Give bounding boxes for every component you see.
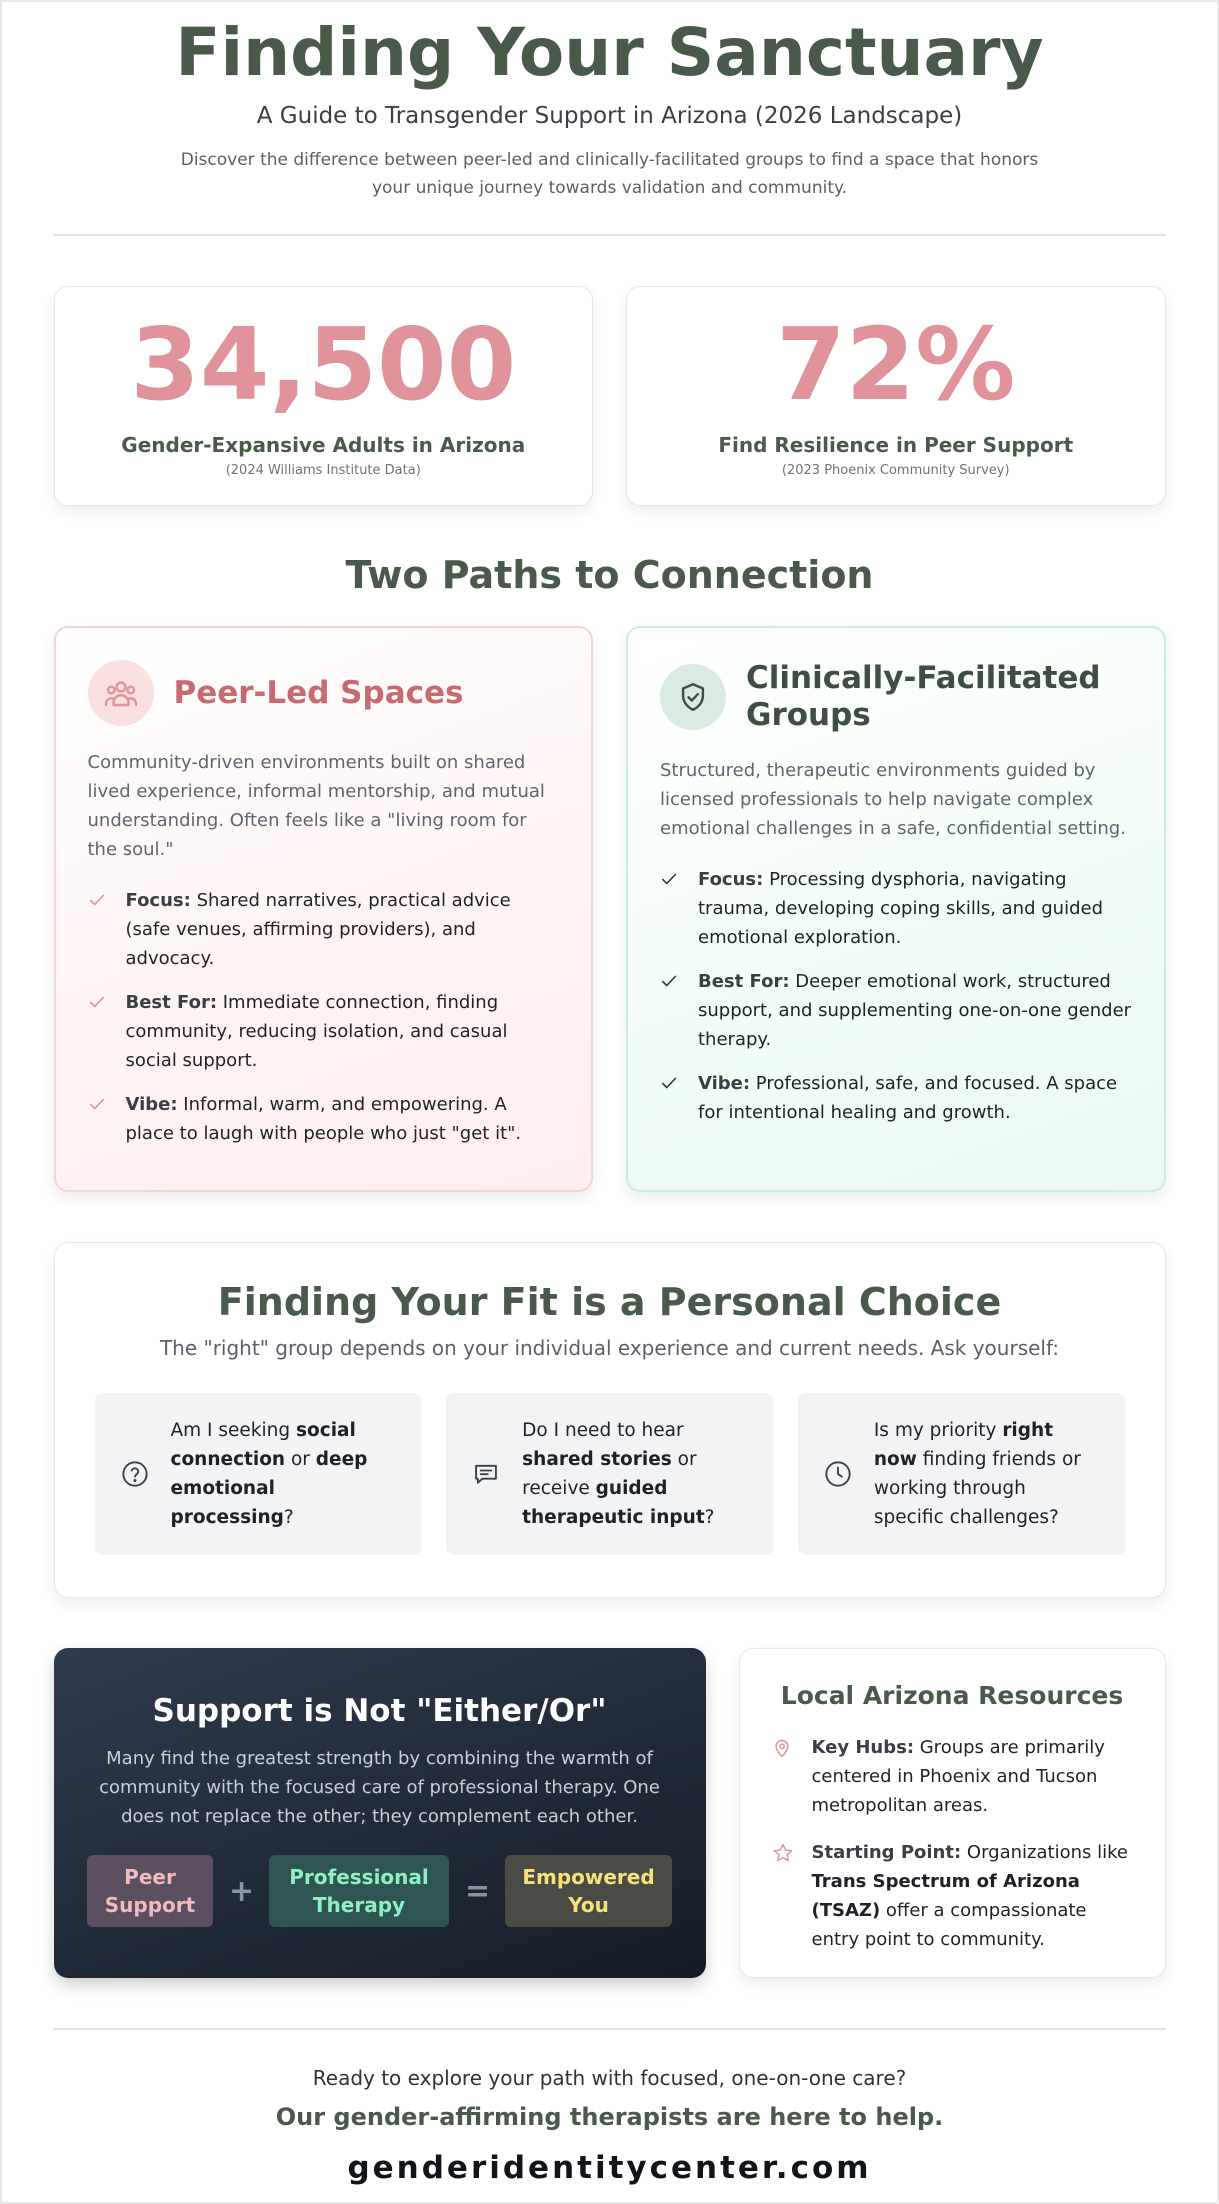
list-item-key: Focus: — [125, 890, 191, 911]
check-icon — [660, 865, 680, 952]
paths-row — [54, 626, 1166, 1192]
stat-card — [626, 286, 1166, 506]
equals-sign: = — [465, 1873, 491, 1909]
question-text — [522, 1416, 747, 1532]
footer-cta: Our gender-affirming therapists are here to help. — [275, 2103, 944, 2131]
list-item-key: Vibe: — [125, 1094, 178, 1115]
q-bold-part: deep emotional processing — [170, 1449, 368, 1528]
resources-card — [739, 1648, 1166, 1978]
q-bold-part: right now — [873, 1420, 1054, 1470]
list-item — [660, 967, 1132, 1054]
list-item — [660, 1069, 1132, 1127]
question-card — [446, 1393, 773, 1555]
chat-bubble-icon — [472, 1460, 500, 1488]
list-item-value: Immediate connection, finding community, reducing isolation, and casual social support. — [125, 992, 508, 1071]
list-item-value: Professional, safe, and focused. A space for intentional healing and growth. — [698, 1073, 1118, 1123]
q-text-part: ? — [283, 1507, 294, 1528]
peer-led-header — [88, 660, 560, 726]
q-text-part: or receive — [522, 1449, 697, 1499]
stat-card — [54, 286, 594, 506]
list-item — [660, 865, 1132, 952]
peer-support-pill: Peer Support — [87, 1855, 213, 1927]
resource-text — [812, 1733, 1133, 1820]
people-group-icon — [88, 660, 154, 726]
q-text-part: ? — [704, 1507, 715, 1528]
header — [54, 2, 1166, 202]
clinical-card — [626, 626, 1166, 1192]
list-item-key: Best For: — [698, 971, 790, 992]
question-circle-icon — [121, 1460, 149, 1488]
list-item — [88, 1090, 560, 1148]
clinical-header — [660, 660, 1132, 734]
list-item-text — [126, 1090, 560, 1148]
resource-key: Key Hubs: — [811, 1737, 915, 1758]
question-card — [798, 1393, 1125, 1555]
q-text-part: Is my priority — [873, 1420, 1003, 1441]
q-text-part: Do I need to hear — [522, 1420, 684, 1441]
resource-org: Trans Spectrum of Arizona (TSAZ) — [811, 1871, 1080, 1921]
map-pin-icon — [772, 1733, 794, 1820]
list-item — [88, 988, 560, 1075]
combine-title: Support is Not "Either/Or" — [152, 1693, 607, 1729]
check-icon — [88, 988, 108, 1075]
question-text — [874, 1416, 1099, 1532]
question-text — [171, 1416, 396, 1532]
page-title: Finding Your Sanctuary — [175, 14, 1044, 91]
list-item-value: Deeper emotional work, structured support, and supplementing one-on-one gender therapy. — [698, 971, 1132, 1050]
peer-led-title: Peer-Led Spaces — [173, 674, 464, 711]
list-item-value: Informal, warm, and empowering. A place to laugh with people who just "get it". — [125, 1094, 522, 1144]
peer-led-description: Community-driven environments built on shared lived experience, informal mentorship, and mutual understanding. Often feels like a "living room for the soul." — [87, 752, 545, 860]
list-item-text — [698, 967, 1132, 1054]
resource-item — [772, 1838, 1133, 1954]
stat-source: (2024 Williams Institute Data) — [225, 463, 421, 478]
content — [54, 2, 1166, 2188]
list-item-text — [126, 886, 560, 973]
resource-value: offer a compassionate entry point to community. — [811, 1900, 1087, 1950]
question-card — [95, 1393, 422, 1555]
star-icon — [772, 1838, 794, 1954]
check-icon — [88, 886, 108, 973]
plus-sign: + — [229, 1873, 255, 1909]
peer-led-card — [54, 626, 594, 1192]
stats-row — [54, 286, 1166, 506]
list-item-text — [698, 1069, 1132, 1127]
clinical-description: Structured, therapeutic environments guided by licensed professionals to help navigate complex emotional challenges in a safe, confidential setting. — [660, 760, 1126, 839]
list-item — [88, 886, 560, 973]
q-text-part: finding friends or working through specific challenges? — [873, 1449, 1081, 1528]
combine-card — [54, 1648, 706, 1978]
list-item-key: Best For: — [125, 992, 218, 1013]
bottom-row — [54, 1648, 1166, 1978]
resource-value: Groups are primarily centered in Phoenix and Tucson metropolitan areas. — [811, 1737, 1105, 1816]
paths-heading: Two Paths to Connection — [345, 553, 874, 597]
intro-text: Discover the difference between peer-led and clinically-facilitated groups to find a space that honors your unique journey towards validation and community. — [180, 150, 1039, 198]
website-link[interactable]: genderidentitycenter.com — [347, 2150, 872, 2186]
list-item-value: Shared narratives, practical advice (safe venues, affirming providers), and advocacy. — [125, 890, 511, 969]
page-subtitle: A Guide to Transgender Support in Arizona (2026 Landscape) — [256, 103, 963, 129]
resource-item — [772, 1733, 1133, 1820]
q-bold-part: guided therapeutic input — [522, 1478, 705, 1528]
questions-row — [95, 1393, 1125, 1555]
q-bold-part: social connection — [170, 1420, 356, 1470]
clock-icon — [824, 1460, 852, 1488]
list-item-key: Vibe: — [698, 1073, 751, 1094]
q-bold-part: shared stories — [522, 1449, 672, 1470]
list-item-key: Focus: — [698, 869, 764, 890]
check-icon — [88, 1090, 108, 1148]
combine-text: Many find the greatest strength by combining the warmth of community with the focused care of professional therapy. One does not replace the other; they complement each other. — [99, 1748, 660, 1827]
stat-value: 72% — [776, 306, 1016, 423]
header-divider — [54, 234, 1166, 236]
stat-value: 34,500 — [130, 306, 517, 423]
list-item-value: Processing dysphoria, navigating trauma, developing coping skills, and guided emotional exploration. — [698, 869, 1103, 948]
empowered-you-pill: Empowered You — [505, 1855, 672, 1927]
clinical-title: Clinically-Facilitated Groups — [746, 660, 1101, 733]
support-equation — [84, 1855, 676, 1927]
q-text-part: Am I seeking — [170, 1420, 296, 1441]
clinical-list — [660, 865, 1132, 1127]
resource-key: Starting Point: — [811, 1842, 962, 1863]
footer-divider — [54, 2028, 1166, 2030]
footer-question: Ready to explore your path with focused, one-on-one care? — [312, 2066, 907, 2090]
check-icon — [660, 967, 680, 1054]
check-icon — [660, 1069, 680, 1127]
professional-therapy-pill: Professional Therapy — [269, 1855, 449, 1927]
fit-subtitle: The "right" group depends on your individual experience and current needs. Ask yourself: — [159, 1336, 1060, 1360]
resource-text — [812, 1838, 1133, 1954]
stat-label: Find Resilience in Peer Support — [718, 433, 1074, 457]
list-item-text — [698, 865, 1132, 952]
footer — [54, 2064, 1166, 2188]
shield-check-icon — [660, 664, 726, 730]
stat-source: (2023 Phoenix Community Survey) — [781, 463, 1010, 478]
q-text-part: or — [285, 1449, 316, 1470]
stat-label: Gender-Expansive Adults in Arizona — [121, 433, 526, 457]
resource-value: Organizations like — [961, 1842, 1128, 1863]
peer-led-list — [88, 886, 560, 1148]
fit-title: Finding Your Fit is a Personal Choice — [217, 1280, 1002, 1324]
fit-section — [54, 1242, 1166, 1598]
list-item-text — [126, 988, 560, 1075]
resources-title: Local Arizona Resources — [780, 1681, 1124, 1710]
